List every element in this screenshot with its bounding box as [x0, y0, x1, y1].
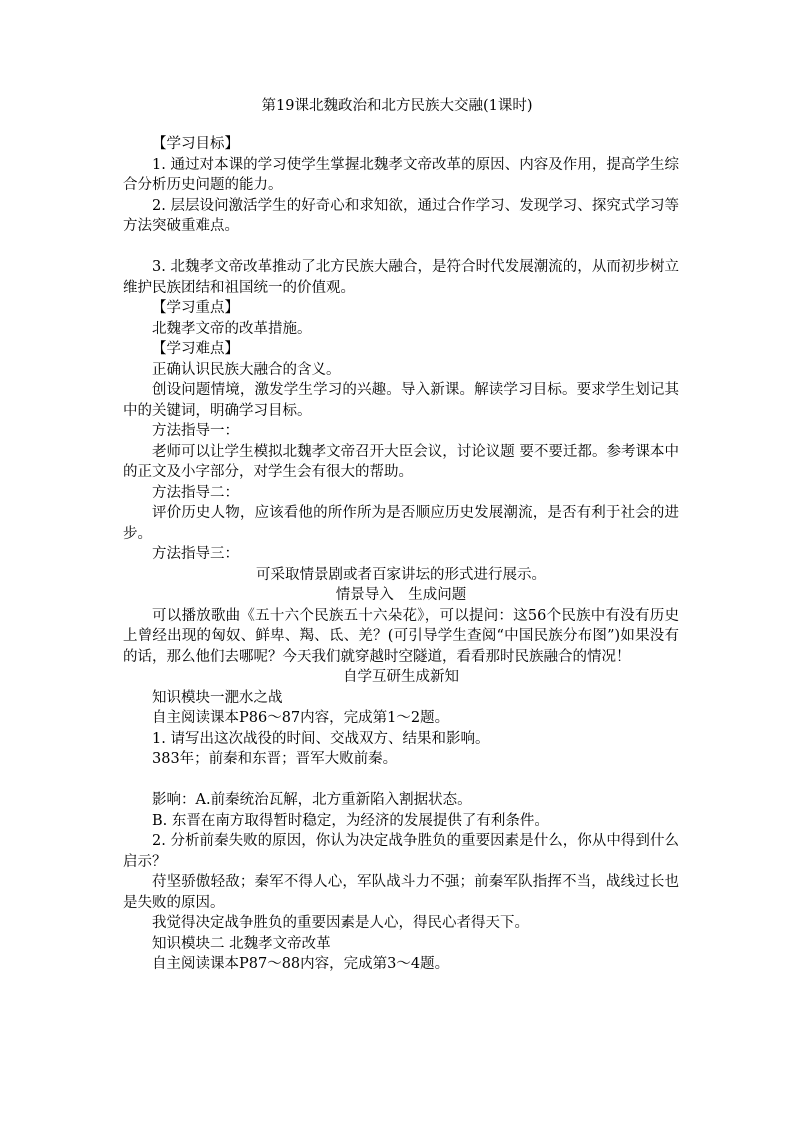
paragraph: 方法指导一： — [152, 423, 239, 439]
paragraph: 【学习难点】 — [152, 341, 239, 357]
paragraph: 创设问题情境，激发学生学习的兴趣。导入新课。解读学习目标。要求学生划记其中的关键词，明确学习目标。 — [123, 382, 679, 419]
paragraph: 3. 北魏孝文帝改革推动了北方民族大融合，是符合时代发展潮流的，从而初步树立维护民族团结和祖国统一的价值观。 — [123, 259, 679, 296]
paragraph: 可采取情景剧或者百家讲坛的形式进行展示。 — [256, 566, 546, 583]
blank-line — [123, 237, 679, 258]
paragraph: 知识模块一淝水之战 — [152, 689, 283, 706]
paragraph: 知识模块二 北魏孝文帝改革 — [152, 935, 331, 952]
paragraph: 1. 通过对本课的学习使学生掌握北魏孝文帝改革的原因、内容及作用，提高学生综合分析历史问题的能力。 — [123, 156, 679, 193]
paragraph: 1. 请写出这次战役的时间、交战双方、结果和影响。 — [152, 730, 490, 747]
document-body — [123, 134, 679, 975]
paragraph: 情景导入 生成问题 — [335, 587, 467, 603]
paragraph: 自主阅读课本P87～88内容，完成第3～4题。 — [152, 956, 450, 972]
paragraph: 评价历史人物，应该看他的所作所为是否顺应历史发展潮流，是否有利于社会的进步。 — [123, 505, 679, 542]
paragraph: 我觉得决定战争胜负的重要因素是人心，得民心者得天下。 — [152, 915, 529, 931]
page-title: 第19课北魏政治和北方民族大交融(1课时) — [261, 98, 533, 114]
paragraph: B. 东晋在南方取得暂时稳定，为经济的发展提供了有利条件。 — [152, 812, 549, 829]
paragraph: 苻坚骄傲轻敌；秦军不得人心，军队战斗力不强；前秦军队指挥不当，战线过长也是失败的原因。 — [123, 874, 679, 911]
paragraph: 【学习目标】 — [152, 136, 239, 152]
paragraph: 方法指导二： — [152, 484, 239, 501]
paragraph: 2. 层层设问激活学生的好奇心和求知欲，通过合作学习、发现学习、探究式学习等方法突破重难点。 — [123, 197, 679, 234]
paragraph: 正确认识民族大融合的含义。 — [152, 361, 341, 378]
paragraph: 北魏孝文帝的改革措施。 — [152, 320, 312, 337]
paragraph: 方法指导三： — [152, 546, 239, 562]
paragraph: 383年；前秦和东晋；晋军大败前秦。 — [152, 751, 398, 767]
paragraph: 可以播放歌曲《五十六个民族五十六朵花》，可以提问：这56个民族中有没有历史上曾经出现的匈奴、鲜卑、羯、氐、羌？(可引导学生查阅“中国民族分布图”)如果没有的话，那么他们去哪呢？今天我们就穿越时空隧道，看看那时民族融合的情况！ — [123, 607, 679, 665]
paragraph: 【学习重点】 — [152, 300, 239, 316]
paragraph: 自学互研生成新知 — [343, 669, 459, 685]
paragraph: 影响：A.前秦统治瓦解，北方重新陷入割据状态。 — [152, 792, 472, 808]
paragraph: 自主阅读课本P86～87内容，完成第1～2题。 — [152, 710, 450, 726]
blank-line — [123, 770, 679, 791]
paragraph: 老师可以让学生模拟北魏孝文帝召开大臣会议，讨论议题 要不要迁都。参考课本中的正文及小字部分，对学生会有很大的帮助。 — [123, 443, 679, 480]
paragraph: 2. 分析前秦失败的原因，你认为决定战争胜负的重要因素是什么，你从中得到什么启示？ — [123, 833, 679, 870]
